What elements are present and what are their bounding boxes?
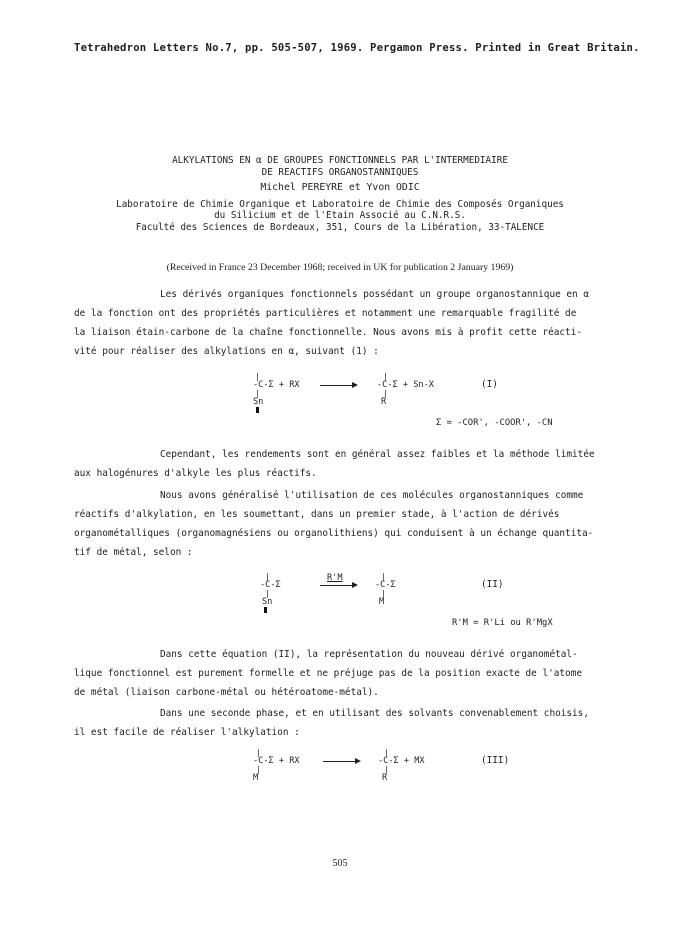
paragraph-line: lique fonctionnel est purement formelle et ne préjuge pas de la position exacte de l'atome [74, 668, 582, 679]
equation-3-label: (III) [481, 755, 510, 766]
authors: Michel PEREYRE et Yvon ODIC [260, 182, 420, 193]
bullet-mark-icon [264, 607, 267, 613]
paragraph-line: tif de métal, selon : [74, 547, 193, 558]
paragraph-line: Dans cette équation (II), la représentation du nouveau dérivé organométal- [160, 649, 578, 660]
equation-1-reactant-substituent: Sn [253, 397, 264, 407]
paragraph-2 [74, 445, 604, 483]
received-dates: (Received in France 23 December 1968; received in UK for publication 2 January 1969) [166, 262, 514, 273]
bullet-mark-icon [256, 407, 259, 413]
paragraph-line: la liaison étain-carbone de la chaîne fonctionnelle. Nous avons mis à profit cette réacti- [74, 327, 582, 338]
reaction-arrow-icon [323, 761, 359, 762]
affiliation-line-2: du Silicium et de l'Etain Associé au C.N.R.S. [214, 210, 466, 221]
equation-1-label: (I) [481, 379, 498, 390]
paragraph-line: organométalliques (organomagnésiens ou organolithiens) qui conduisent à un échange quantita- [74, 528, 594, 539]
equation-1-product-substituent: R [381, 397, 387, 407]
page-number: 505 [332, 858, 348, 869]
equation-2-reagent: R'M [327, 573, 343, 583]
paragraph-line: réactifs d'alkylation, en les soumettant, dans un premier stade, à l'action de dérivés [74, 509, 560, 520]
equation-2-note: R'M = R'Li ou R'MgX [452, 618, 553, 628]
equation-2-reactant: -C-Σ [260, 580, 281, 590]
paragraph-4 [74, 645, 604, 702]
equation-2-label: (II) [481, 579, 504, 590]
paragraph-line: vité pour réaliser des alkylations en α, suivant (1) : [74, 346, 379, 357]
article-title-line-1: ALKYLATIONS EN α DE GROUPES FONCTIONNELS PAR L'INTERMEDIAIRE [172, 155, 508, 166]
equation-1-product: -C-Σ + Sn-X [377, 380, 434, 390]
equation-3-product: -C-Σ + MX [378, 756, 425, 766]
equation-1-reactant: -C-Σ + RX [253, 380, 300, 390]
equation-3-reactant: -C-Σ + RX [253, 756, 300, 766]
equation-3-reactant-substituent: M [253, 773, 259, 783]
equation-2-product: -C-Σ [375, 580, 396, 590]
paragraph-line: Dans une seconde phase, et en utilisant des solvants convenablement choisis, [160, 708, 589, 719]
journal-header: Tetrahedron Letters No.7, pp. 505-507, 1969. Pergamon Press. Printed in Great Britain. [74, 42, 640, 54]
paragraph-line: Les dérivés organiques fonctionnels possédant un groupe organostannique en α [160, 289, 589, 300]
equation-1-note: Σ = -COR', -COOR', -CN [436, 418, 553, 428]
paragraph-line: de métal (liaison carbone-métal ou hétéroatome-métal). [74, 687, 379, 698]
reaction-arrow-icon [320, 585, 356, 586]
paragraph-line: aux halogénures d'alkyle les plus réactifs. [74, 468, 317, 479]
paragraph-line: il est facile de réaliser l'alkylation : [74, 727, 300, 738]
equation-2-reactant-substituent: Sn [262, 597, 273, 607]
equation-2-product-substituent: M [379, 597, 385, 607]
reaction-arrow-icon [320, 385, 356, 386]
equation-3-product-substituent: R [382, 773, 388, 783]
paragraph-line: de la fonction ont des propriétés particulières et notamment une remarquable fragilité de [74, 308, 577, 319]
paragraph-line: Nous avons généralisé l'utilisation de ces molécules organostanniques comme [160, 490, 584, 501]
affiliation-line-1: Laboratoire de Chimie Organique et Laboratoire de Chimie des Composés Organiques [116, 199, 564, 210]
affiliation-line-3: Faculté des Sciences de Bordeaux, 351, Cours de la Libération, 33-TALENCE [135, 222, 545, 233]
paragraph-5 [74, 704, 604, 742]
paragraph-3 [74, 486, 604, 562]
paragraph-line: Cependant, les rendements sont en général assez faibles et la méthode limitée [160, 449, 595, 460]
paragraph-1 [74, 285, 604, 361]
article-title-line-2: DE REACTIFS ORGANOSTANNIQUES [261, 167, 419, 178]
